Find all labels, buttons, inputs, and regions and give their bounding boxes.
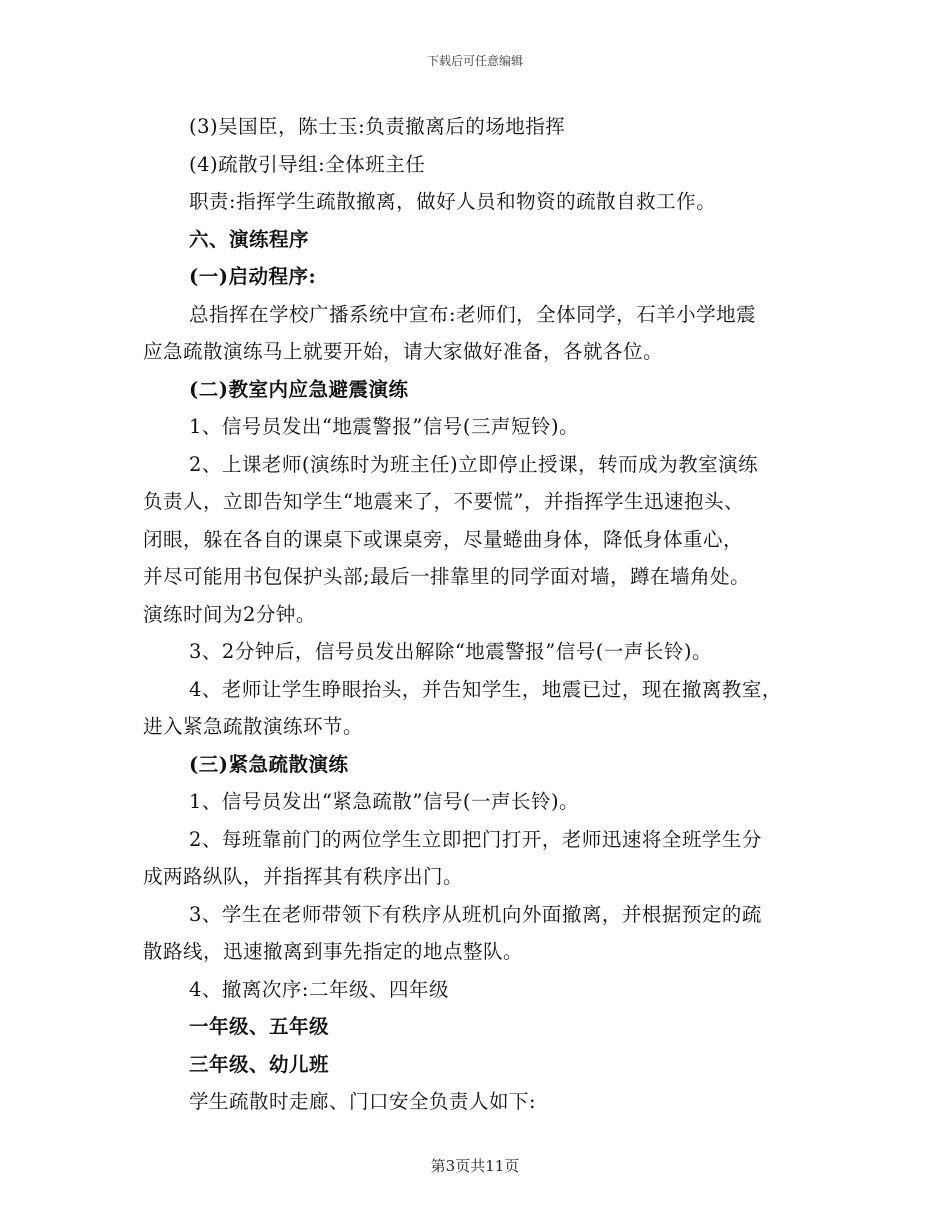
subsection-heading: (一)启动程序:	[189, 265, 317, 288]
body-line: 一年级、五年级	[189, 1015, 330, 1038]
body-line: 4、撤离次序:二年级、四年级	[189, 977, 449, 1001]
body-line: 进入紧急疏散演练环节。	[143, 715, 364, 738]
body-line: 3、学生在老师带领下有秩序从班机向外面撤离，并根据预定的疏	[189, 902, 762, 926]
body-line: 3、2分钟后，信号员发出解除“地震警报”信号(一声长铃)。	[189, 640, 712, 663]
body-line: 闭眼，躲在各自的课桌下或课桌旁，尽量蜷曲身体，降低身体重心，	[143, 527, 744, 551]
body-line: 4、老师让学生睁眼抬头，并告知学生，地震已过，现在撤离教室，	[189, 677, 782, 701]
body-line: 并尽可能用书包保护头部;最后一排靠里的同学面对墙，蹲在墙角处。	[143, 565, 751, 588]
body-line: 2、每班靠前门的两位学生立即把门打开，老师迅速将全班学生分	[189, 827, 762, 851]
document-body	[143, 108, 823, 1121]
body-line: 总指挥在学校广播系统中宣布:老师们，全体同学，石羊小学地震	[189, 302, 757, 326]
body-line: 学生疏散时走廊、门口安全负责人如下:	[189, 1090, 537, 1113]
subsection-heading: (三)紧急疏散演练	[189, 752, 349, 776]
body-line: 1、信号员发出“紧急疏散”信号(一声长铃)。	[189, 790, 580, 813]
body-line: 演练时间为2分钟。	[143, 602, 316, 626]
body-line: 负责人，立即告知学生“地震来了，不要慌”，并指挥学生迅速抱头、	[143, 490, 744, 513]
body-line: 2、上课老师(演练时为班主任)立即停止授课，转而成为教室演练	[189, 452, 759, 476]
page-header: 下载后可任意编辑	[426, 54, 523, 68]
subsection-heading: (二)教室内应急避震演练	[189, 377, 409, 401]
body-line: (3)吴国臣，陈士玉:负责撤离后的场地指挥	[189, 115, 566, 138]
body-line: 应急疏散演练马上就要开始，请大家做好准备，各就各位。	[143, 340, 664, 363]
body-line: 1、信号员发出“地震警报”信号(三声短铃)。	[189, 415, 580, 438]
body-line: 散路线，迅速撤离到事先指定的地点整队。	[143, 940, 524, 963]
body-line: 职责:指挥学生疏散撤离，做好人员和物资的疏散自救工作。	[189, 190, 717, 213]
body-line: 成两路纵队，并指挥其有秩序出门。	[143, 865, 464, 888]
page-footer: 第3页共11页	[430, 1157, 520, 1175]
body-line: (4)疏散引导组:全体班主任	[189, 152, 426, 176]
body-line: 三年级、幼儿班	[189, 1052, 330, 1076]
section-heading: 六、演练程序	[189, 227, 310, 251]
